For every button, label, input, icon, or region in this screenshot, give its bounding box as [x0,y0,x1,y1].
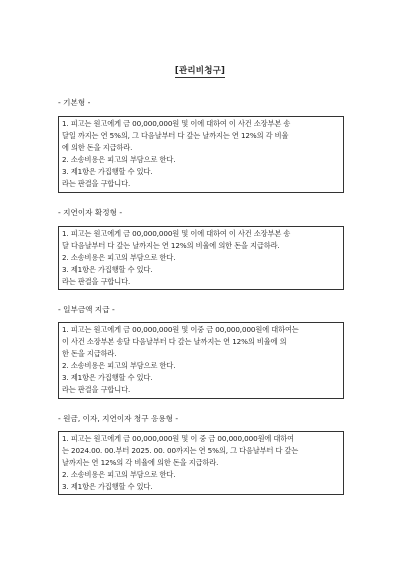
claim-line: 3. 제1항은 가집행할 수 있다. [62,265,153,275]
claim-line: 2. 소송비용은 피고의 부담으로 한다. [62,253,176,263]
claim-line: 2. 소송비용은 피고의 부담으로 한다. [62,155,176,165]
claim-line: 달일 까지는 연 5%의, 그 다음날부터 다 갚는 날까지는 연 12%의 각 비율 [62,131,289,141]
claim-line: 2. 소송비용은 피고의 부담으로 한다. [62,470,176,480]
claim-line: 1. 피고는 원고에게 금 00,000,000원 및 이에 대하여 이 사건 소장부본 송 [62,229,291,238]
claim-box-fixed-interest [58,226,344,290]
document-title: [관리비청구] [174,66,226,76]
claim-box-partial-payment [58,322,344,399]
section-heading-applied: - 원금, 이자, 지연이자 청구 응용형 - [58,414,179,423]
section-heading-fixed-interest: - 지연이자 확정형 - [58,208,123,217]
claim-line: 달 다음날부터 다 갚는 날까지는 연 12%의 비율에 의한 돈을 지급하라. [62,241,280,251]
claim-line: 라는 판결을 구합니다. [62,277,131,287]
claim-line: 에 의한 돈을 지급하라. [62,143,133,153]
claim-line: 1. 피고는 원고에게 금 00,000,000원 및 이중 금 00,000,000원에 대하여는 [62,325,299,334]
claim-line: 2. 소송비용은 피고의 부담으로 한다. [62,361,176,371]
claim-line: 3. 제1항은 가집행할 수 있다. [62,373,153,383]
section-heading-partial-payment: - 일부금액 지급 - [58,305,115,314]
claim-line: 3. 제1항은 가집행할 수 있다. [62,482,153,492]
section-heading-basic: - 기본형 - [58,98,91,107]
claim-box-applied [58,431,344,495]
claim-line: 라는 판결을 구합니다. [62,179,131,189]
claim-line: 라는 판결을 구합니다. [62,385,131,395]
claim-line: 한 돈을 지급하라. [62,349,117,359]
claim-line: 1. 피고는 원고에게 금 00,000,000원 및 이 중 금 00,000,000원에 대하여 [62,434,294,443]
claim-box-basic [58,116,344,193]
claim-line: 는 2024.00. 00.부터 2025. 00. 00까지는 연 5%의, 그 다음날부터 다 갚는 [62,446,299,456]
claim-line: 1. 피고는 원고에게 금 00,000,000원 및 이에 대하여 이 사건 소장부본 송 [62,119,291,128]
claim-line: 날까지는 연 12%의 각 비율에 의한 돈을 지급하라. [62,458,219,468]
claim-line: 3. 제1항은 가집행할 수 있다. [62,167,153,177]
claim-line: 이 사건 소장부본 송달 다음날부터 다 갚는 날까지는 연 12%의 비율에 의 [62,337,287,347]
